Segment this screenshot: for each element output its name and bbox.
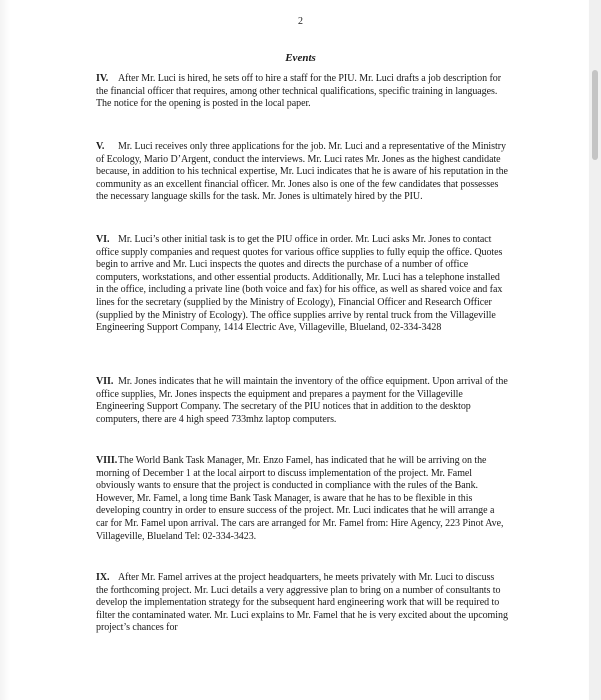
paragraph-iv (96, 73, 508, 111)
paragraph-text: After Mr. Luci is hired, he sets off to hire a staff for the PIU. Mr. Luci drafts a job description for the financial officer that requires, among other technical qualifications, specific training in languages. The notice for the opening is posted in the local paper. (96, 73, 501, 110)
paragraph-text: Mr. Luci receives only three applications for the job. Mr. Luci and a representative of the Ministry of Ecology, Mario D’Argent, conduct the interviews. Mr. Luci rates Mr. Jones as the highest candidate because, in addition to his technical expertise, Mr. Luci indicates that he is aware of his reputation in the community as an excellent financial officer. Mr. Jones also is one of the few candidates that possesses the necessary language skills for the task. Mr. Jones is ultimately hired by the PIU. (96, 141, 508, 203)
paragraph-numeral: IV. (96, 73, 109, 84)
paragraph-vi (96, 234, 508, 335)
paragraph-numeral: VIII. (96, 455, 118, 466)
page-number: 2 (298, 16, 303, 27)
paragraph-numeral: IX. (96, 572, 110, 583)
paragraph-vii (96, 376, 508, 426)
scrollbar-thumb[interactable] (592, 70, 598, 160)
vertical-scrollbar[interactable] (589, 0, 601, 700)
section-heading: Events (285, 52, 316, 64)
paragraph-v (96, 141, 508, 204)
paragraph-numeral: VII. (96, 376, 114, 387)
paragraph-text: Mr. Jones indicates that he will maintain the inventory of the office equipment. Upon arrival of the office supplies, Mr. Jones inspects the equipment and prepares a payment for the Villageville Engineering Support Company. The secretary of the PIU notices that in addition to the desktop computers, there are 4 high speed 733mhz laptop computers. (96, 376, 508, 425)
paragraph-ix (96, 572, 508, 635)
paragraph-numeral: VI. (96, 234, 110, 245)
paragraph-text: Mr. Luci’s other initial task is to get the PIU office in order. Mr. Luci asks Mr. Jones to contact office supply companies and request quotes for various office supplies to fully equip the office. Quotes begin to arrive and Mr. Luci inspects the quotes and directs the purchase of a number of office computers, workstations, and other essential products. Additionally, Mr. Luci has a telephone installed in the office, including a private line (both voice and fax) for his office, as well as shared voice and fax lines for the secretary (supplied by the Ministry of Ecology), Financial Officer and Research Officer (supplied by the Ministry of Ecology). The office supplies arrive by rental truck from the Villageville Engineering Support Company, 1414 Electric Ave, Villageville, Blueland, 02-334-3428 (96, 234, 503, 334)
paragraph-text: After Mr. Famel arrives at the project headquarters, he meets privately with Mr. Luci to discuss the forthcoming project. Mr. Luci details a very aggressive plan to bring on a number of consultants to develop the implementation strategy for the subsequent hard engineering work that will be required to filter the contaminated water. Mr. Luci explains to Mr. Famel that he is very excited about the upcoming project’s chances for (96, 572, 508, 634)
paragraph-numeral: V. (96, 141, 105, 152)
paragraph-text: The World Bank Task Manager, Mr. Enzo Famel, has indicated that he will be arriving on the morning of December 1 at the local airport to discuss implementation of the project. Mr. Famel obviously wants to ensure that the project is conducted in compliance with the rules of the Bank. However, Mr. Famel, a long time Bank Task Manager, is aware that he has to be flexible in this developing country in order to ensure success of the project. Mr. Luci indicates that he will arrange a car for Mr. Famel upon arrival. The cars are arranged for Mr. Famel from: Hire Agency, 223 Pinot Ave, Villageville, Blueland Tel: 02-334-3423. (96, 455, 504, 542)
paragraph-viii (96, 455, 508, 543)
